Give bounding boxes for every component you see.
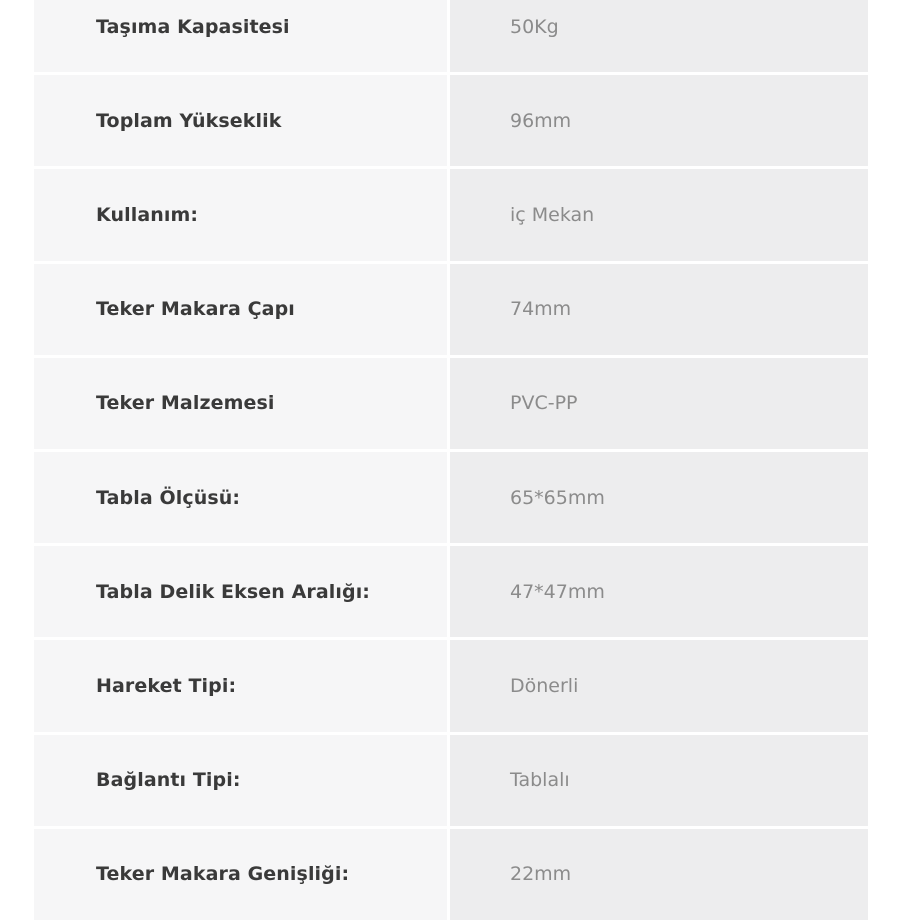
spec-label: Kullanım: — [34, 169, 450, 260]
spec-value: 50Kg — [450, 0, 868, 72]
spec-row-carrying-capacity — [34, 0, 868, 75]
spec-label: Teker Makara Çapı — [34, 264, 450, 355]
spec-value: PVC-PP — [450, 358, 868, 449]
spec-value: 47*47mm — [450, 546, 868, 637]
spec-row-plate-size — [34, 452, 868, 546]
spec-row-wheel-width — [34, 829, 868, 923]
spec-label: Tabla Delik Eksen Aralığı: — [34, 546, 450, 637]
spec-label: Tabla Ölçüsü: — [34, 452, 450, 543]
spec-row-wheel-material — [34, 358, 868, 452]
spec-label: Teker Malzemesi — [34, 358, 450, 449]
spec-value: Dönerli — [450, 640, 868, 731]
spec-row-plate-hole-spacing — [34, 546, 868, 640]
spec-label: Teker Makara Genişliği: — [34, 829, 450, 920]
spec-row-wheel-diameter — [34, 264, 868, 358]
spec-label: Hareket Tipi: — [34, 640, 450, 731]
spec-label: Toplam Yükseklik — [34, 75, 450, 166]
spec-value: 96mm — [450, 75, 868, 166]
specifications-table — [34, 0, 868, 923]
spec-value: 74mm — [450, 264, 868, 355]
spec-label: Taşıma Kapasitesi — [34, 0, 450, 72]
spec-row-connection-type — [34, 735, 868, 829]
spec-row-movement-type — [34, 640, 868, 734]
spec-label: Bağlantı Tipi: — [34, 735, 450, 826]
spec-value: iç Mekan — [450, 169, 868, 260]
spec-value: 22mm — [450, 829, 868, 920]
spec-row-total-height — [34, 75, 868, 169]
spec-row-usage — [34, 169, 868, 263]
spec-value: Tablalı — [450, 735, 868, 826]
spec-value: 65*65mm — [450, 452, 868, 543]
